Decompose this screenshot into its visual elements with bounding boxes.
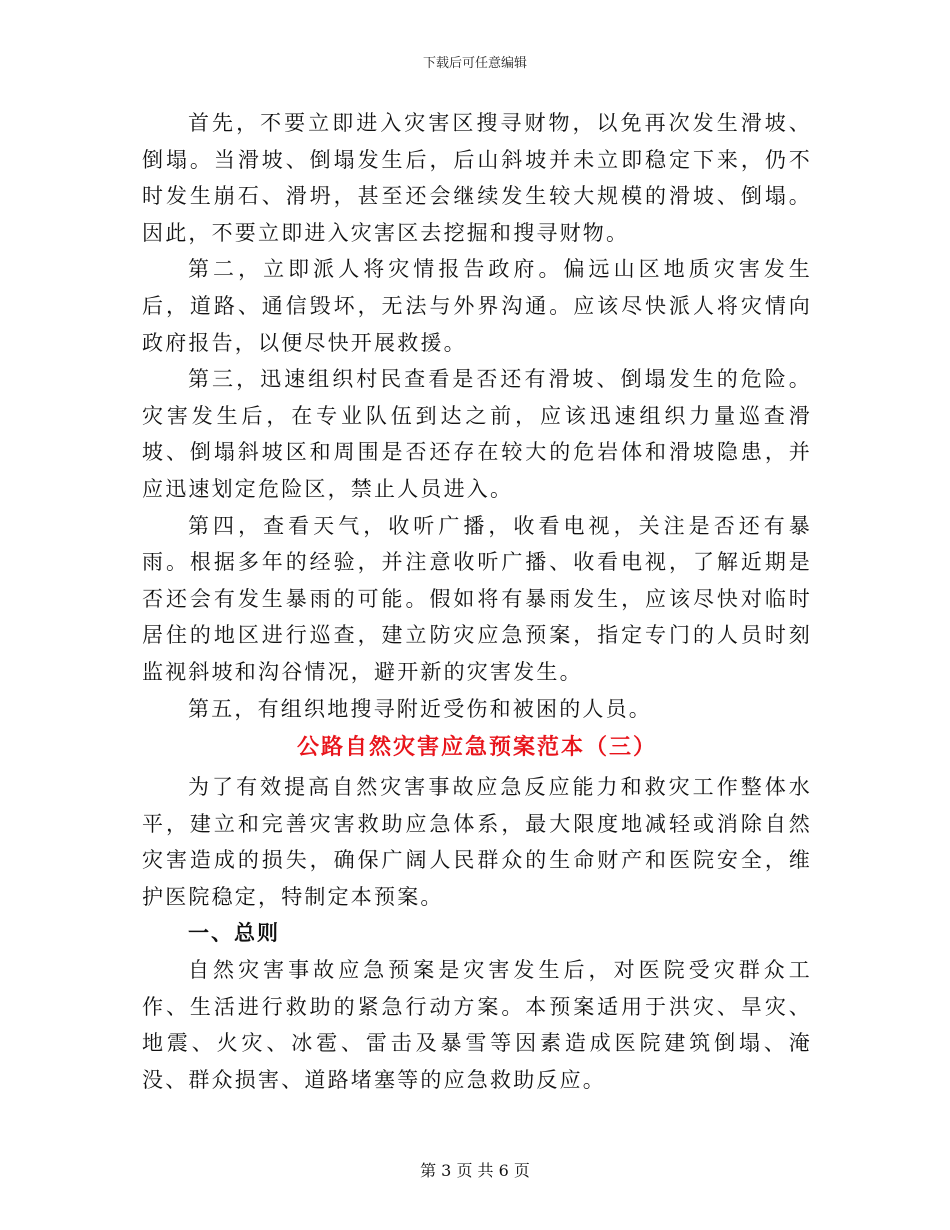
section-title: 公路自然灾害应急预案范本（三）	[296, 735, 657, 761]
general-principles-paragraph: 自然灾害事故应急预案是灾害发生后，对医院受灾群众工作、生活进行救助的紧急行动方案。本预案适用于洪灾、旱灾、地震、火灾、冰雹、雷击及暴雪等因素造成医院建筑倒塌、淹没、群众损害、道路堵塞等的应急救助反应。	[142, 958, 812, 1092]
page-number-footer: 第 3 页 共 6 页	[420, 1161, 530, 1180]
page-header: 下载后可任意编辑	[422, 56, 527, 71]
document-body	[142, 105, 812, 1098]
paragraph-first: 首先，不要立即进入灾害区搜寻财物，以免再次发生滑坡、倒塌。当滑坡、倒塌发生后，后山斜坡并未立即稳定下来，仍不时发生崩石、滑坍，甚至还会继续发生较大规模的滑坡、倒塌。因此，不要立即进入灾害区去挖掘和搜寻财物。	[142, 111, 812, 245]
paragraph-fourth: 第四，查看天气，收听广播，收看电视，关注是否还有暴雨。根据多年的经验，并注意收听广播、收看电视，了解近期是否还会有发生暴雨的可能。假如将有暴雨发生，应该尽快对临时居住的地区进行巡查，建立防灾应急预案，指定专门的人员时刻监视斜坡和沟谷情况，避开新的灾害发生。	[142, 513, 812, 684]
section-intro-paragraph: 为了有效提高自然灾害事故应急反应能力和救灾工作整体水平，建立和完善灾害救助应急体系，最大限度地减轻或消除自然灾害造成的损失，确保广阔人民群众的生命财产和医院安全，维护医院稳定，特制定本预案。	[142, 775, 812, 909]
paragraph-third: 第三，迅速组织村民查看是否还有滑坡、倒塌发生的危险。灾害发生后，在专业队伍到达之前，应该迅速组织力量巡查滑坡、倒塌斜坡区和周围是否还存在较大的危岩体和滑坡隐患，并应迅速划定危险区，禁止人员进入。	[142, 367, 812, 501]
paragraph-second: 第二，立即派人将灾情报告政府。偏远山区地质灾害发生后，道路、通信毁坏，无法与外界沟通。应该尽快派人将灾情向政府报告，以便尽快开展救援。	[142, 257, 812, 355]
paragraph-fifth: 第五，有组织地搜寻附近受伤和被困的人员。	[188, 696, 652, 721]
subheading-general-principles: 一、总则	[188, 921, 280, 946]
